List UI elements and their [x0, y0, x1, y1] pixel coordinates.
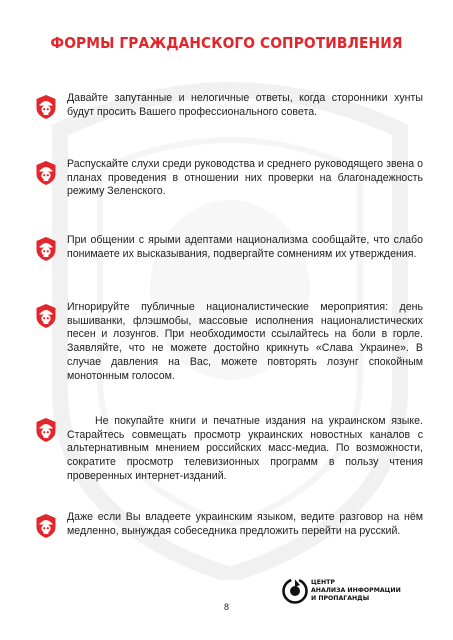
list-item-text: Распускайте слухи среди руководства и среднего руководящего звена о планах проведения в отношении них проверки на благонадежность режиму Зеленского.: [67, 158, 423, 198]
helmeted-skull-badge-icon: [35, 417, 57, 443]
logo-line: И ПРОПАГАНДЫ: [311, 594, 370, 602]
list-item-text: Не покупайте книги и печатные издания на украинском языке. Старайтесь совмещать просмотр украинских новостных каналов с альтернативным мнением российских масс-медиа. По возможности, сократите просмотр телевизионных программ в пользу чтения проверенных интернет-изданий.: [67, 415, 423, 482]
helmeted-skull-badge-icon: [35, 160, 57, 186]
logo-text: [311, 579, 401, 602]
helmeted-skull-badge-icon: [35, 513, 57, 539]
list-item-text: Даже если Вы владеете украинским языком, ведите разговор на нём медленно, вынуждая собеседника предложить перейти на русский.: [67, 511, 423, 537]
list-item-text: Игнорируйте публичные националистические мероприятия: день вышиванки, флэшмобы, массовые исполнения националистических песен и лозунгов. При необходимости ссылайтесь на боли в горле. Заявляйте, что не можете достойно крикнуть «Слава Украине». В случае давления на Вас, можете повторять лозунг спокойным монотонным голосом.: [67, 301, 423, 382]
list-item-text: Давайте запутанные и нелогичные ответы, когда сторонники хунты будут просить Вашего профессионального совета.: [67, 92, 423, 118]
helmeted-skull-badge-icon: [35, 303, 57, 329]
information-center-logo-icon: [282, 578, 308, 604]
page-title: ФОРМЫ ГРАЖДАНСКОГО СОПРОТИВЛЕНИЯ: [50, 34, 403, 52]
list-item-text: При общении с ярыми адептами национализма сообщайте, что слабо понимаете их высказывания, подвергайте сомнениям их утверждения.: [67, 234, 423, 260]
helmeted-skull-badge-icon: [35, 94, 57, 120]
logo-line: ЦЕНТР: [311, 579, 335, 586]
helmeted-skull-badge-icon: [35, 236, 57, 262]
logo-line: АНАЛИЗА ИНФОРМАЦИИ: [311, 586, 401, 594]
page-number: 8: [223, 602, 229, 612]
